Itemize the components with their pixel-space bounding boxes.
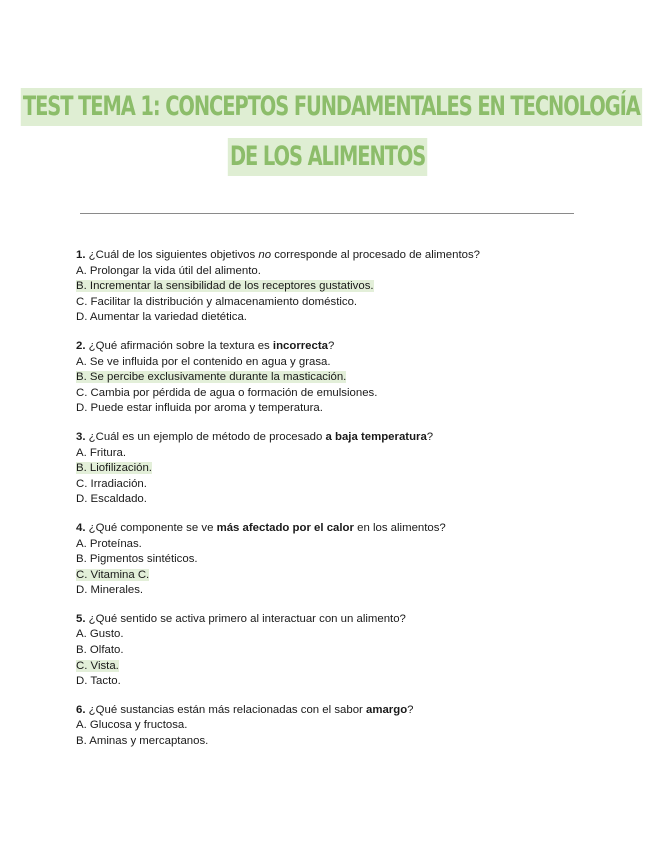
- answer-option-correct: [76, 279, 596, 295]
- answer-option-label: D. Puede estar influida por aroma y temperatura.: [76, 402, 323, 415]
- question-text: ¿Cuál de los siguientes objetivos: [88, 249, 259, 261]
- question-stem: [76, 430, 596, 446]
- question-stem: [76, 521, 596, 537]
- answer-option-label: B. Olfato.: [76, 644, 124, 657]
- answer-option: [76, 295, 596, 311]
- answer-option: [76, 355, 596, 371]
- answer-option: [76, 401, 596, 417]
- answer-option-label: B. Incrementar la sensibilidad de los receptores gustativos.: [76, 280, 374, 293]
- answer-option-label: C. Cambia por pérdida de agua o formación de emulsiones.: [76, 386, 378, 399]
- question-emphasis: amargo: [366, 703, 408, 716]
- answer-option: [76, 643, 596, 659]
- answer-option-correct: [76, 370, 596, 386]
- answer-option: [76, 583, 596, 599]
- question-stem: [76, 248, 596, 264]
- answer-option: [76, 264, 596, 280]
- answer-option: [76, 477, 596, 493]
- question-stem: [76, 612, 596, 628]
- question-text: ¿Qué afirmación sobre la textura es: [88, 339, 273, 352]
- question-emphasis: no: [258, 249, 272, 261]
- answer-option: [76, 446, 596, 462]
- question-block: [76, 612, 596, 690]
- question-text-end: en los alimentos?: [353, 521, 446, 534]
- answer-option-label: A. Se ve influida por el contenido en agua y grasa.: [76, 355, 331, 368]
- question-number: 5.: [76, 612, 86, 625]
- answer-option-label: D. Aumentar la variedad dietética.: [76, 311, 247, 324]
- question-number: 2.: [76, 339, 86, 352]
- question-number: 4.: [76, 521, 86, 534]
- question-block: [76, 430, 596, 508]
- answer-option-correct: [76, 568, 596, 584]
- question-list: [76, 248, 596, 763]
- question-emphasis: más afectado por el calor: [216, 521, 354, 534]
- question-text: ¿Qué sentido se activa primero al interactuar con un alimento?: [88, 612, 406, 625]
- answer-option-label: B. Liofilización.: [76, 462, 152, 475]
- question-emphasis: a baja temperatura: [325, 430, 427, 443]
- answer-option-label: B. Aminas y mercaptanos.: [76, 735, 209, 748]
- question-block: [76, 248, 596, 326]
- question-text-end: ?: [426, 430, 434, 443]
- answer-option-label: A. Glucosa y fructosa.: [76, 719, 188, 732]
- answer-option-label: D. Escaldado.: [76, 493, 147, 506]
- answer-option-label: A. Prolongar la vida útil del alimento.: [76, 264, 261, 277]
- question-number: 3.: [76, 430, 86, 443]
- answer-option-correct: [76, 659, 596, 675]
- question-stem: [76, 339, 596, 355]
- answer-option-label: A. Proteínas.: [76, 537, 142, 550]
- answer-option: [76, 674, 596, 690]
- question-text: ¿Cuál es un ejemplo de método de procesado: [88, 430, 326, 443]
- answer-option: [76, 734, 596, 750]
- answer-option-label: A. Fritura.: [76, 446, 127, 459]
- question-block: [76, 703, 596, 750]
- question-block: [76, 339, 596, 417]
- question-text: ¿Qué componente se ve: [88, 521, 217, 534]
- divider: [80, 213, 574, 214]
- answer-option: [76, 627, 596, 643]
- answer-option-label: B. Se percibe exclusivamente durante la masticación.: [76, 371, 347, 384]
- title-line-2: DE LOS ALIMENTOS: [228, 138, 428, 176]
- answer-option: [76, 492, 596, 508]
- answer-option: [76, 552, 596, 568]
- answer-option-label: C. Vista.: [76, 659, 119, 672]
- answer-option: [76, 718, 596, 734]
- answer-option-correct: [76, 461, 596, 477]
- question-text-end: corresponde al procesado de alimentos?: [271, 249, 480, 261]
- question-block: [76, 521, 596, 599]
- answer-option-label: D. Tacto.: [76, 675, 121, 688]
- question-emphasis: incorrecta: [272, 339, 328, 352]
- answer-option-label: C. Facilitar la distribución y almacenamiento doméstico.: [76, 295, 358, 308]
- question-number: 1.: [76, 249, 86, 261]
- question-stem: [76, 703, 596, 719]
- answer-option-label: D. Minerales.: [76, 584, 144, 597]
- answer-option: [76, 310, 596, 326]
- title-line-1: TEST TEMA 1: CONCEPTOS FUNDAMENTALES EN TECNOLOGÍA: [21, 88, 642, 126]
- answer-option-label: A. Gusto.: [76, 628, 124, 641]
- answer-option-label: C. Vitamina C.: [76, 568, 150, 581]
- question-text: ¿Qué sustancias están más relacionadas con el sabor: [88, 703, 366, 716]
- question-number: 6.: [76, 703, 86, 716]
- answer-option: [76, 386, 596, 402]
- question-text-end: ?: [407, 703, 414, 716]
- answer-option-label: C. Irradiación.: [76, 477, 147, 490]
- answer-option-label: B. Pigmentos sintéticos.: [76, 553, 198, 566]
- answer-option: [76, 537, 596, 553]
- question-text-end: ?: [328, 339, 335, 352]
- page-title: [0, 88, 655, 176]
